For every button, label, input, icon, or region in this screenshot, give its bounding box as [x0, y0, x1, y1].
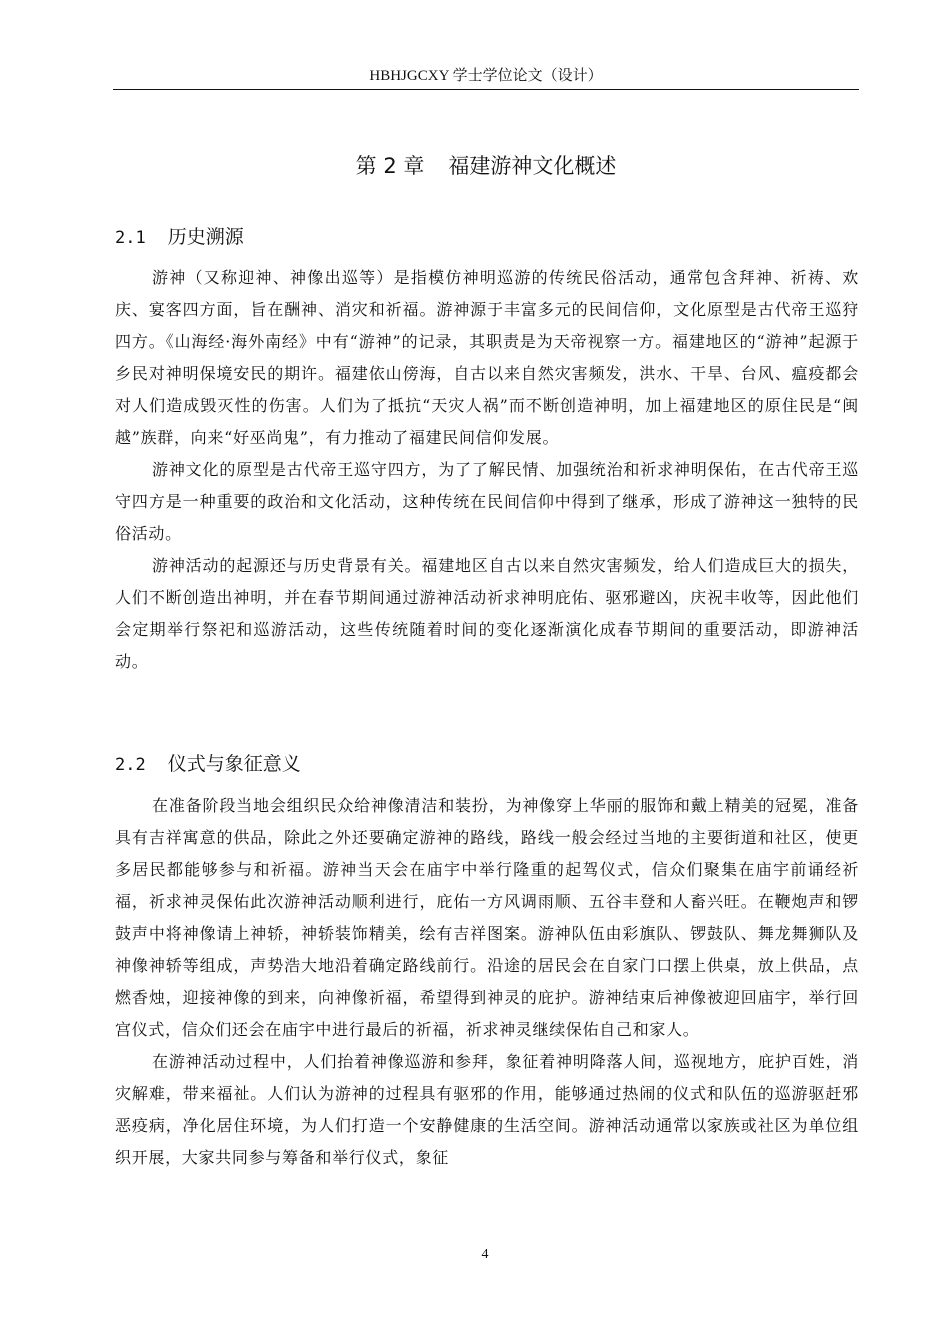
paragraph: 游神活动的起源还与历史背景有关。福建地区自古以来自然灾害频发，给人们造成巨大的损失，人们不断创造出神明，并在春节期间通过游神活动祈求神明庇佑、驱邪避凶，庆祝丰收等，因此他们会定期举行祭祀和巡游活动，这些传统随着时间的变化逐渐演化成春节期间的重要活动，即游神活动。 [115, 556, 859, 671]
chapter-title-text: 福建游神文化概述 [448, 154, 617, 178]
chapter-title [113, 150, 859, 182]
chapter-number: 第 2 章 [355, 154, 425, 178]
page-number: 4 [481, 1247, 489, 1262]
section-heading-2-2 [115, 749, 301, 780]
section-number: 2.1 [115, 228, 146, 248]
paragraph: 在准备阶段当地会组织民众给神像清洁和装扮，为神像穿上华丽的服饰和戴上精美的冠冕，准备具有吉祥寓意的供品，除此之外还要确定游神的路线，路线一般会经过当地的主要街道和社区，使更多居民都能够参与和祈福。游神当天会在庙宇中举行隆重的起驾仪式，信众们聚集在庙宇前诵经祈福，祈求神灵保佑此次游神活动顺利进行，庇佑一方风调雨顺、五谷丰登和人畜兴旺。在鞭炮声和锣鼓声中将神像请上神轿，神轿装饰精美，绘有吉祥图案。游神队伍由彩旗队、锣鼓队、舞龙舞狮队及神像神轿等组成，声势浩大地沿着确定路线前行。沿途的居民会在自家门口摆上供桌，放上供品，点燃香烛，迎接神像的到来，向神像祈福，希望得到神灵的庇护。游神结束后神像被迎回庙宇，举行回宫仪式，信众们还会在庙宇中进行最后的祈福，祈求神灵继续保佑自己和家人。 [115, 796, 859, 1039]
section-body-2-1 [115, 262, 859, 678]
paragraph: 游神（又称迎神、神像出巡等）是指模仿神明巡游的传统民俗活动，通常包含拜神、祈祷、欢庆、宴客四方面，旨在酬神、消灾和祈福。游神源于丰富多元的民间信仰，文化原型是古代帝王巡狩四方。《山海经·海外南经》中有“游神”的记录，其职责是为天帝视察一方。福建地区的“游神”起源于乡民对神明保境安民的期许。福建依山傍海，自古以来自然灾害频发，洪水、干旱、台风、瘟疫都会对人们造成毁灭性的伤害。人们为了抵抗“天灾人祸”而不断创造神明，加上福建地区的原住民是“闽越”族群，向来“好巫尚鬼”，有力推动了福建民间信仰发展。 [115, 268, 859, 447]
running-header: HBHJGCXY 学士学位论文（设计） [369, 68, 603, 84]
paragraph: 游神文化的原型是古代帝王巡守四方，为了了解民情、加强统治和祈求神明保佑，在古代帝王巡守四方是一种重要的政治和文化活动，这种传统在民间信仰中得到了继承，形成了游神这一独特的民俗活动。 [115, 460, 859, 543]
section-body-2-2 [115, 790, 859, 1174]
section-heading-2-1 [115, 222, 244, 253]
section-title: 仪式与象征意义 [167, 753, 301, 775]
section-title: 历史溯源 [167, 226, 244, 248]
paragraph: 在游神活动过程中，人们抬着神像巡游和参拜，象征着神明降落人间，巡视地方，庇护百姓，消灾解难，带来福祉。人们认为游神的过程具有驱邪的作用，能够通过热闹的仪式和队伍的巡游驱赶邪恶疫病，净化居住环境，为人们打造一个安静健康的生活空间。游神活动通常以家族或社区为单位组织开展，大家共同参与筹备和举行仪式，象征 [115, 1052, 859, 1167]
section-number: 2.2 [115, 755, 146, 775]
header-rule [113, 89, 859, 90]
